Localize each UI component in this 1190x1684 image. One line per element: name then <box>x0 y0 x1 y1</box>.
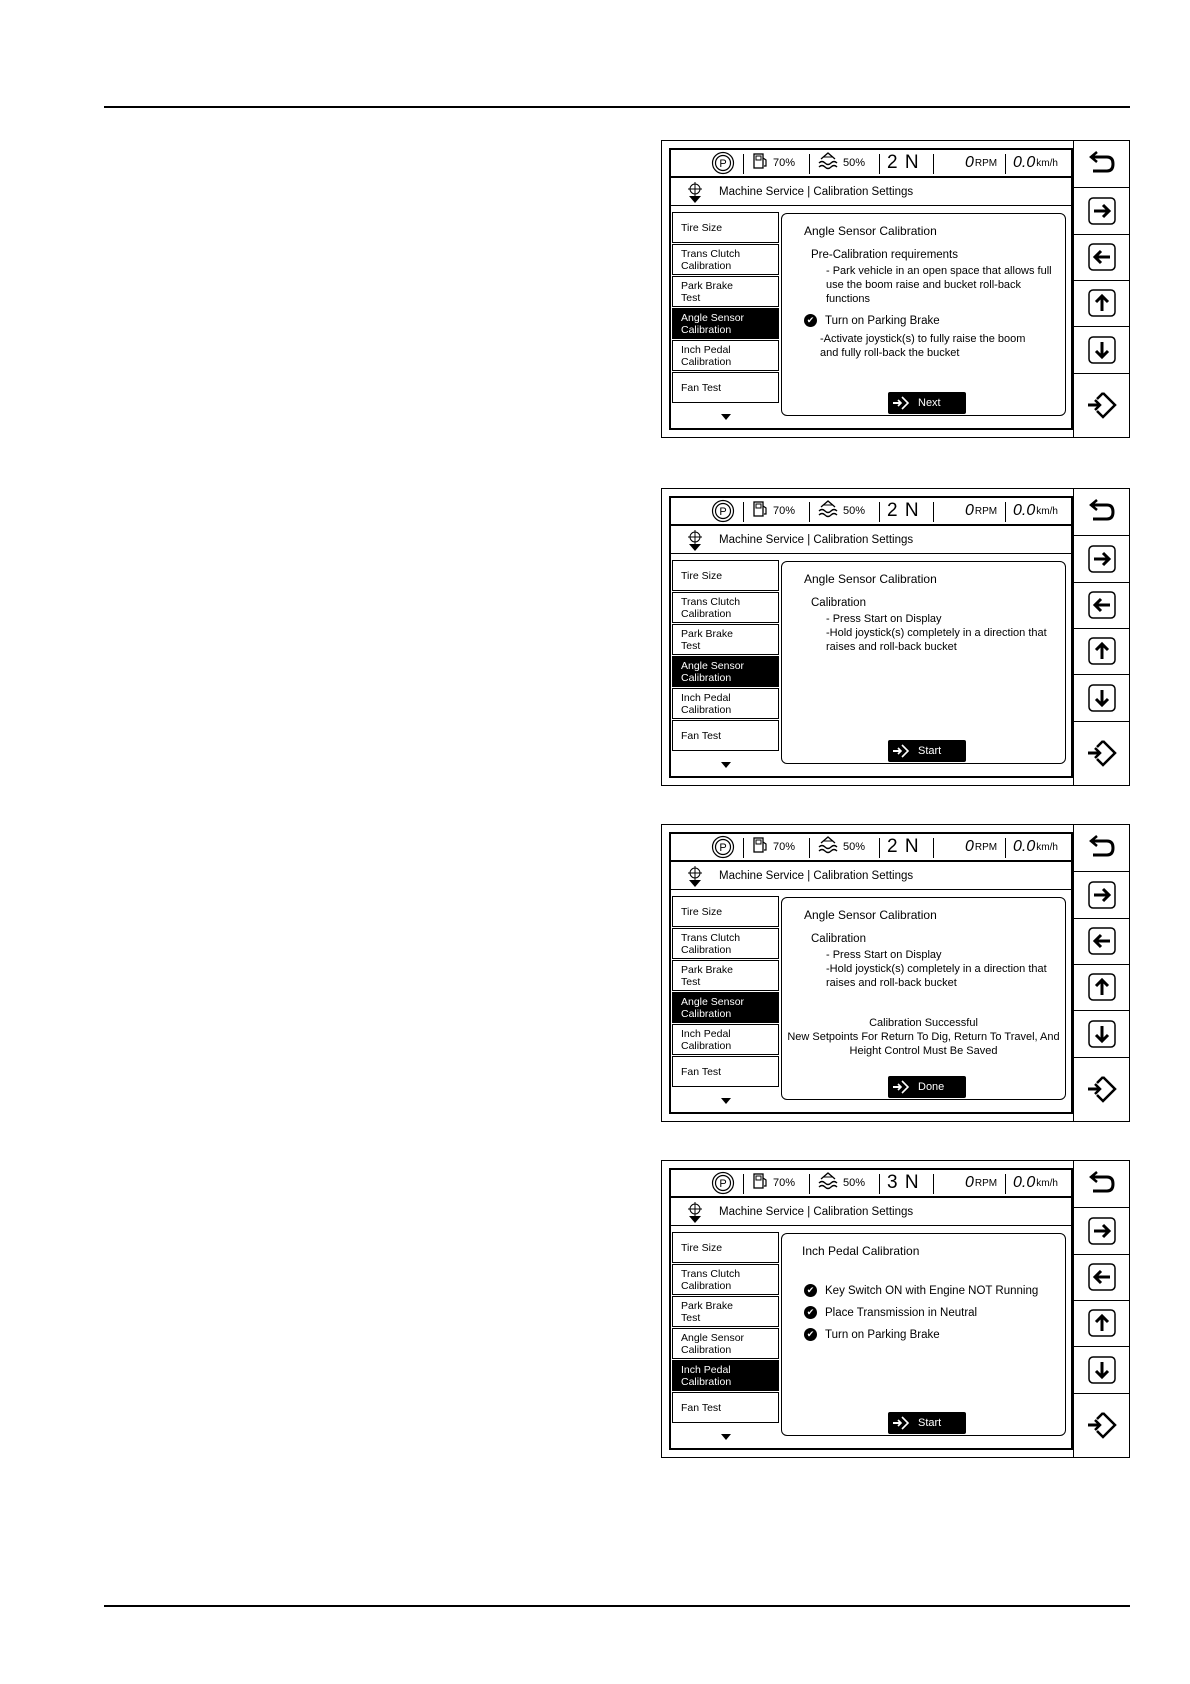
up-button[interactable] <box>1074 628 1130 675</box>
action-button-label: Start <box>918 1417 942 1429</box>
menu-item-trans-clutch-calibration[interactable]: Trans Clutch Calibration <box>672 1264 779 1295</box>
fuel-level: 70% <box>773 157 796 169</box>
speed-unit: km/h <box>1036 841 1058 853</box>
back-icon <box>1087 498 1117 526</box>
rpm-unit: RPM <box>974 1177 998 1189</box>
menu-item-fan-test[interactable]: Fan Test <box>672 372 779 403</box>
arrow-left-icon <box>1087 926 1117 956</box>
instruction-line <box>826 640 957 655</box>
def-level: 50% <box>843 505 866 517</box>
menu-item-fan-test[interactable]: Fan Test <box>672 720 779 751</box>
content-panel <box>781 213 1066 416</box>
instruction-line <box>826 278 1021 293</box>
line-text: Calibration <box>811 597 866 609</box>
check-icon: ✔ <box>804 1306 817 1319</box>
arrow-up-icon <box>1087 972 1117 1002</box>
back-button[interactable] <box>1074 1161 1130 1208</box>
side-button-column <box>1073 825 1130 1121</box>
chevron-down-icon[interactable] <box>720 1092 732 1110</box>
content-title: Inch Pedal Calibration <box>802 1244 920 1258</box>
left-button[interactable] <box>1074 234 1130 281</box>
gear-indicator: 3 N <box>887 1172 920 1193</box>
menu-item-angle-sensor-calibration[interactable]: Angle Sensor Calibration <box>672 308 779 339</box>
line-text: raises and roll-back bucket <box>826 641 957 653</box>
breadcrumb: Machine Service | Calibration Settings <box>719 186 914 198</box>
enter-button[interactable] <box>1074 1058 1130 1120</box>
line-text: Calibration Successful <box>869 1017 978 1029</box>
instruction-line <box>811 248 958 263</box>
line-text: -Hold joystick(s) completely in a direction that <box>826 963 1047 975</box>
speed-unit: km/h <box>1036 1177 1058 1189</box>
rpm-value: 0 <box>965 1174 974 1191</box>
arrow-up-icon <box>1087 636 1117 666</box>
tilt-sensor-icon <box>685 182 705 209</box>
speed-unit: km/h <box>1036 505 1058 517</box>
calibration-menu <box>672 560 779 752</box>
check-icon: ✔ <box>804 1284 817 1297</box>
def-fluid-icon <box>817 835 839 860</box>
arrow-down-icon <box>1087 1019 1117 1049</box>
svg-text:P: P <box>719 842 727 855</box>
down-button[interactable] <box>1074 1011 1130 1058</box>
back-icon <box>1087 150 1117 178</box>
instruction-line <box>782 1016 1065 1031</box>
line-text: Calibration <box>811 933 866 945</box>
checklist-item <box>804 314 940 329</box>
side-button-column <box>1073 1161 1130 1457</box>
speed-value: 0.0 <box>1013 502 1036 519</box>
menu-item-tire-size[interactable]: Tire Size <box>672 1232 779 1263</box>
enter-icon <box>1085 738 1119 768</box>
status-bar <box>671 834 1071 862</box>
arrow-right-icon <box>1087 1216 1117 1246</box>
instruction-line <box>826 976 957 991</box>
fuel-level: 70% <box>773 505 796 517</box>
line-text: Pre-Calibration requirements <box>811 249 959 261</box>
calibration-menu <box>672 896 779 1088</box>
right-button[interactable] <box>1074 188 1130 235</box>
line-text: Key Switch ON with Engine NOT Running <box>825 1285 1039 1297</box>
menu-item-inch-pedal-calibration[interactable]: Inch Pedal Calibration <box>672 340 779 371</box>
menu-item-angle-sensor-calibration[interactable]: Angle Sensor Calibration <box>672 992 779 1023</box>
instruction-line <box>826 264 1052 279</box>
enter-button[interactable] <box>1074 374 1130 436</box>
display-panel-4 <box>661 1160 1130 1458</box>
rpm-value: 0 <box>965 154 974 171</box>
breadcrumb-bar <box>671 863 1071 890</box>
arrow-right-icon <box>1087 544 1117 574</box>
up-button[interactable] <box>1074 1300 1130 1347</box>
arrow-left-icon <box>1087 590 1117 620</box>
side-button-column <box>1073 141 1130 437</box>
arrow-up-icon <box>1087 1308 1117 1338</box>
menu-item-trans-clutch-calibration[interactable]: Trans Clutch Calibration <box>672 244 779 275</box>
down-button[interactable] <box>1074 675 1130 722</box>
line-text: -Hold joystick(s) completely in a direction that <box>826 627 1047 639</box>
breadcrumb: Machine Service | Calibration Settings <box>719 870 914 882</box>
enter-icon <box>892 1415 910 1431</box>
instruction-line <box>826 612 942 627</box>
parking-brake-icon <box>711 834 735 860</box>
enter-button[interactable] <box>1074 1394 1130 1456</box>
checklist-item <box>804 1306 977 1321</box>
tilt-sensor-icon <box>685 1202 705 1229</box>
rpm-unit: RPM <box>974 157 998 169</box>
fuel-icon <box>753 836 769 859</box>
display-screen <box>669 832 1073 1114</box>
instruction-line <box>826 626 1047 641</box>
fuel-icon <box>753 1172 769 1195</box>
action-button[interactable] <box>888 1412 966 1434</box>
rpm-value: 0 <box>965 838 974 855</box>
tilt-sensor-icon <box>685 866 705 893</box>
chevron-down-icon[interactable] <box>720 1428 732 1446</box>
enter-icon <box>1085 1074 1119 1104</box>
display-screen <box>669 496 1073 778</box>
enter-icon <box>892 395 910 411</box>
back-button[interactable] <box>1074 825 1130 872</box>
content-title: Angle Sensor Calibration <box>804 908 937 922</box>
action-button[interactable] <box>888 392 966 414</box>
menu-item-fan-test[interactable]: Fan Test <box>672 1392 779 1423</box>
arrow-left-icon <box>1087 1262 1117 1292</box>
status-bar <box>671 498 1071 526</box>
speed-value: 0.0 <box>1013 838 1036 855</box>
check-icon: ✔ <box>804 314 817 327</box>
display-panel-1 <box>661 140 1130 438</box>
back-button[interactable] <box>1074 489 1130 536</box>
display-screen <box>669 148 1073 430</box>
def-level: 50% <box>843 1177 866 1189</box>
speed-value: 0.0 <box>1013 154 1036 171</box>
chevron-down-icon[interactable] <box>720 756 732 774</box>
arrow-down-icon <box>1087 1355 1117 1385</box>
fuel-level: 70% <box>773 1177 796 1189</box>
svg-text:P: P <box>719 1178 727 1191</box>
left-button[interactable] <box>1074 1254 1130 1301</box>
back-button[interactable] <box>1074 141 1130 188</box>
menu-item-trans-clutch-calibration[interactable]: Trans Clutch Calibration <box>672 592 779 623</box>
line-text: raises and roll-back bucket <box>826 977 957 989</box>
parking-brake-icon <box>711 1170 735 1196</box>
instruction-line <box>826 948 942 963</box>
gear-indicator: 2 N <box>887 836 920 857</box>
arrow-down-icon <box>1087 335 1117 365</box>
right-button[interactable] <box>1074 872 1130 919</box>
enter-button[interactable] <box>1074 722 1130 784</box>
menu-item-fan-test[interactable]: Fan Test <box>672 1056 779 1087</box>
up-button[interactable] <box>1074 964 1130 1011</box>
instruction-line <box>782 1030 1065 1045</box>
instruction-line <box>782 1044 1065 1059</box>
menu-item-angle-sensor-calibration[interactable]: Angle Sensor Calibration <box>672 656 779 687</box>
menu-item-tire-size[interactable]: Tire Size <box>672 560 779 591</box>
svg-text:P: P <box>719 506 727 519</box>
instruction-line <box>820 332 1025 347</box>
display-panel-2 <box>661 488 1130 786</box>
fuel-level: 70% <box>773 841 796 853</box>
menu-item-angle-sensor-calibration[interactable]: Angle Sensor Calibration <box>672 1328 779 1359</box>
instruction-line <box>826 962 1047 977</box>
down-button[interactable] <box>1074 1347 1130 1394</box>
action-button[interactable] <box>888 740 966 762</box>
line-text: Turn on Parking Brake <box>825 315 940 327</box>
status-bar <box>671 1170 1071 1198</box>
breadcrumb-bar <box>671 527 1071 554</box>
arrow-right-icon <box>1087 880 1117 910</box>
checklist-item <box>804 1328 940 1343</box>
parking-brake-icon <box>711 498 735 524</box>
line-text: Place Transmission in Neutral <box>825 1307 978 1319</box>
menu-item-park-brake-test[interactable]: Park Brake Test <box>672 624 779 655</box>
def-level: 50% <box>843 841 866 853</box>
menu-item-inch-pedal-calibration[interactable]: Inch Pedal Calibration <box>672 688 779 719</box>
line-text: functions <box>826 293 871 305</box>
breadcrumb: Machine Service | Calibration Settings <box>719 1206 914 1218</box>
line-text: New Setpoints For Return To Dig, Return To Travel, And <box>787 1031 1060 1043</box>
enter-icon <box>1085 1410 1119 1440</box>
chevron-down-icon[interactable] <box>720 408 732 426</box>
line-text: -Activate joystick(s) to fully raise the boom <box>820 333 1026 345</box>
def-fluid-icon <box>817 151 839 176</box>
action-button-label: Done <box>918 1081 945 1093</box>
top-rule <box>104 106 1130 108</box>
checklist-item <box>804 1284 1038 1299</box>
rpm-unit: RPM <box>974 841 998 853</box>
right-button[interactable] <box>1074 1208 1130 1255</box>
menu-item-tire-size[interactable]: Tire Size <box>672 212 779 243</box>
breadcrumb-bar <box>671 179 1071 206</box>
display-panel-3 <box>661 824 1130 1122</box>
bottom-rule <box>104 1605 1130 1607</box>
line-text: Turn on Parking Brake <box>825 1329 940 1341</box>
up-button[interactable] <box>1074 280 1130 327</box>
menu-item-inch-pedal-calibration[interactable]: Inch Pedal Calibration <box>672 1024 779 1055</box>
action-button[interactable] <box>888 1076 966 1098</box>
left-button[interactable] <box>1074 582 1130 629</box>
enter-icon <box>892 1079 910 1095</box>
rpm-value: 0 <box>965 502 974 519</box>
instruction-line <box>811 932 866 947</box>
menu-item-trans-clutch-calibration[interactable]: Trans Clutch Calibration <box>672 928 779 959</box>
svg-text:P: P <box>719 158 727 171</box>
arrow-right-icon <box>1087 196 1117 226</box>
back-icon <box>1087 834 1117 862</box>
action-button-label: Next <box>918 397 941 409</box>
menu-item-park-brake-test[interactable]: Park Brake Test <box>672 1296 779 1327</box>
back-icon <box>1087 1170 1117 1198</box>
side-button-column <box>1073 489 1130 785</box>
def-fluid-icon <box>817 1171 839 1196</box>
instruction-line <box>826 292 870 307</box>
gear-indicator: 2 N <box>887 500 920 521</box>
calibration-menu <box>672 212 779 404</box>
menu-item-tire-size[interactable]: Tire Size <box>672 896 779 927</box>
line-text: and fully roll-back the bucket <box>820 347 960 359</box>
breadcrumb-bar <box>671 1199 1071 1226</box>
instruction-line <box>811 596 866 611</box>
arrow-down-icon <box>1087 683 1117 713</box>
line-text: Height Control Must Be Saved <box>849 1045 998 1057</box>
instruction-line <box>820 346 959 361</box>
breadcrumb: Machine Service | Calibration Settings <box>719 534 914 546</box>
enter-icon <box>892 743 910 759</box>
arrow-up-icon <box>1087 288 1117 318</box>
content-panel <box>781 897 1066 1100</box>
content-panel <box>781 561 1066 764</box>
line-text: - Park vehicle in an open space that allows full <box>826 265 1052 277</box>
status-bar <box>671 150 1071 178</box>
display-screen <box>669 1168 1073 1450</box>
line-text: use the boom raise and bucket roll-back <box>826 279 1022 291</box>
left-button[interactable] <box>1074 918 1130 965</box>
arrow-left-icon <box>1087 242 1117 272</box>
action-button-label: Start <box>918 745 942 757</box>
right-button[interactable] <box>1074 536 1130 583</box>
gear-indicator: 2 N <box>887 152 920 173</box>
down-button[interactable] <box>1074 327 1130 374</box>
speed-unit: km/h <box>1036 157 1058 169</box>
line-text: - Press Start on Display <box>826 613 942 625</box>
rpm-unit: RPM <box>974 505 998 517</box>
def-level: 50% <box>843 157 866 169</box>
menu-item-park-brake-test[interactable]: Park Brake Test <box>672 276 779 307</box>
parking-brake-icon <box>711 150 735 176</box>
content-panel <box>781 1233 1066 1436</box>
enter-icon <box>1085 390 1119 420</box>
content-title: Angle Sensor Calibration <box>804 224 937 238</box>
content-title: Angle Sensor Calibration <box>804 572 937 586</box>
speed-value: 0.0 <box>1013 1174 1036 1191</box>
def-fluid-icon <box>817 499 839 524</box>
fuel-icon <box>753 500 769 523</box>
fuel-icon <box>753 152 769 175</box>
tilt-sensor-icon <box>685 530 705 557</box>
calibration-menu <box>672 1232 779 1424</box>
check-icon: ✔ <box>804 1328 817 1341</box>
menu-item-park-brake-test[interactable]: Park Brake Test <box>672 960 779 991</box>
menu-item-inch-pedal-calibration[interactable]: Inch Pedal Calibration <box>672 1360 779 1391</box>
line-text: - Press Start on Display <box>826 949 942 961</box>
